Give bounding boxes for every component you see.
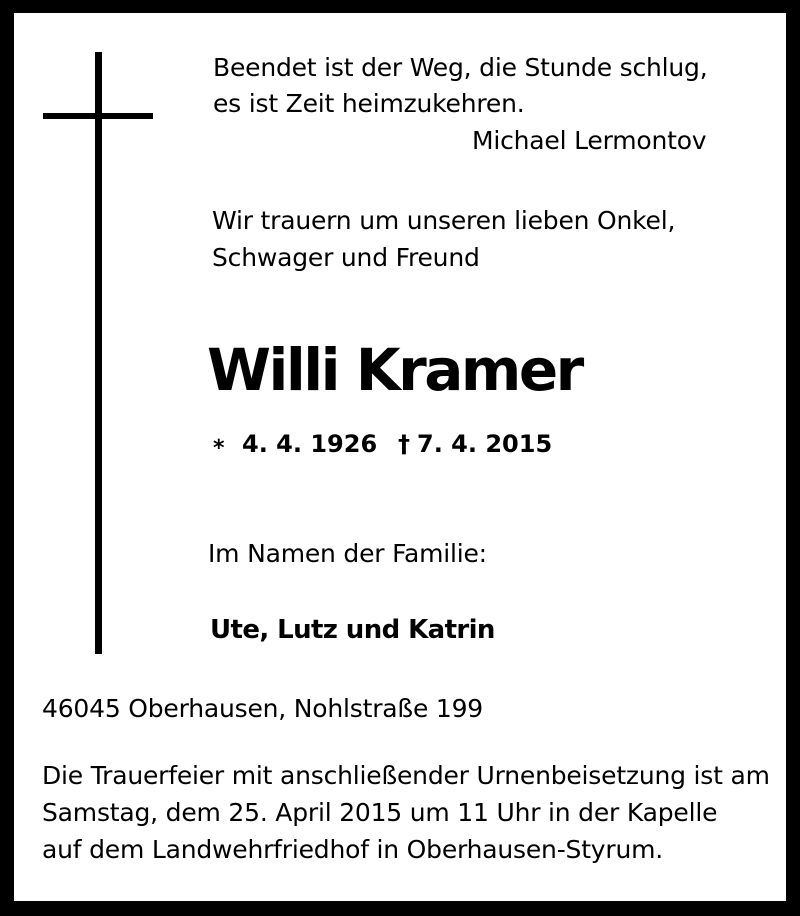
cross-vertical-bar [95, 52, 102, 654]
mourning-line-1: Wir trauern um unseren lieben Onkel, [212, 206, 676, 235]
deceased-name: Willi Kramer [207, 336, 582, 404]
birth-date: 4. 4. 1926 [242, 430, 378, 458]
death-date: 7. 4. 2015 [417, 430, 553, 458]
quote-line-2: es ist Zeit heimzukehren. [213, 89, 525, 118]
quote-line-1: Beendet ist der Weg, die Stunde schlug, [213, 53, 708, 82]
cross-horizontal-bar [43, 113, 153, 119]
address: 46045 Oberhausen, Nohlstraße 199 [42, 694, 483, 723]
death-cross-icon: † [398, 430, 410, 458]
family-intro: Im Namen der Familie: [208, 539, 487, 568]
funeral-line-2: Samstag, dem 25. April 2015 um 11 Uhr in der Kapelle [42, 798, 718, 827]
mourning-line-2: Schwager und Freund [212, 243, 480, 272]
funeral-line-1: Die Trauerfeier mit anschließender Urnenbeisetzung ist am [42, 761, 770, 790]
family-names: Ute, Lutz und Katrin [210, 615, 495, 645]
birth-star-icon: * [213, 436, 225, 461]
funeral-line-3: auf dem Landwehrfriedhof in Oberhausen-Styrum. [42, 835, 664, 864]
quote-author: Michael Lermontov [472, 126, 707, 155]
